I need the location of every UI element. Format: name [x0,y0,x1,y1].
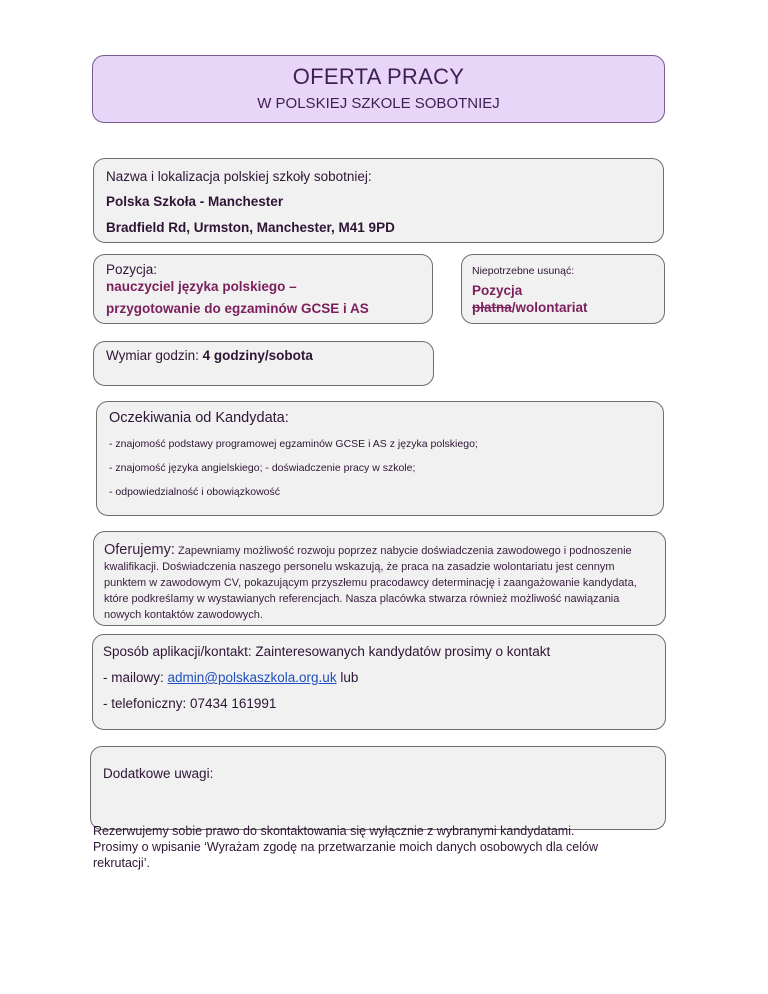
header-box [92,55,665,123]
email-suffix: lub [340,670,359,685]
paid-status [472,300,588,315]
expectations-title: Oczekiwania od Kandydata: [109,410,289,426]
offer-text: Zapewniamy możliwość rozwoju poprzez nabycie doświadczenia zawodowego i podnoszenie kwalifikacji. Doświadczenia naszego personelu wskazują, że praca na zasadzie wolontariatu jest cennym punktem w zawodowym CV, pokazującym przyszłemu pracodawcy determinację i zaangażowanie kandydata, które podkreślamy w wystawianych referencjach. Nasza placówka stwarza również możliwość nawiązania nowych kontaktów zawodowych. [104,545,637,621]
footer-line2: Prosimy o wpisanie ‘Wyrażam zgodę na przetwarzanie moich danych osobowych dla celów rekrutacji’. [93,840,598,870]
expectations-box [96,401,664,516]
offer-lead: Oferujemy: [104,542,175,558]
email-prefix: - mailowy: [103,670,164,685]
paid-label: Niepotrzebne usunąć: [472,265,575,277]
offer-paragraph [104,542,655,623]
school-label: Nazwa i lokalizacja polskiej szkoły sobotniej: [106,169,372,184]
page-title: OFERTA PRACY [292,64,465,89]
paid-word1: Pozycja [472,283,523,298]
contact-email-line [103,670,358,685]
page-subtitle: W POLSKIEJ SZKOLE SOBOTNIEJ [257,95,500,112]
offer-box [93,531,666,626]
hours-box [93,341,434,386]
footer-line1: Rezerwujemy sobie prawo do skontaktowania się wyłącznie z wybranymi kandydatami. [93,824,575,838]
hours-label: Wymiar godzin: [106,348,199,363]
contact-phone: - telefoniczny: 07434 161991 [103,696,277,711]
email-link[interactable]: admin@polskaszkola.org.uk [167,670,337,685]
paid-struck: płatna [472,300,512,315]
hours-line [106,348,313,363]
school-name: Polska Szkoła - Manchester [106,194,284,209]
position-line1: nauczyciel języka polskiego – [106,279,297,294]
contact-box [92,634,666,730]
school-address: Bradfield Rd, Urmston, Manchester, M41 9PD [106,220,395,235]
expectation-item: - znajomość języka angielskiego; - doświadczenie pracy w szkole; [109,462,416,474]
paid-rest: /wolontariat [511,300,588,315]
position-box [93,254,433,324]
notes-label: Dodatkowe uwagi: [103,766,214,781]
hours-value: 4 godziny/sobota [202,348,313,363]
expectation-item: - odpowiedzialność i obowiązkowość [109,486,281,498]
school-box [93,158,664,243]
notes-box [90,746,666,830]
expectation-item: - znajomość podstawy programowej egzaminów GCSE i AS z języka polskiego; [109,438,478,450]
contact-title: Sposób aplikacji/kontakt: Zainteresowanych kandydatów prosimy o kontakt [103,644,551,659]
footer-note [93,823,653,871]
paid-box [461,254,665,324]
position-line2: przygotowanie do egzaminów GCSE i AS [106,301,369,316]
position-label: Pozycja: [106,262,158,277]
